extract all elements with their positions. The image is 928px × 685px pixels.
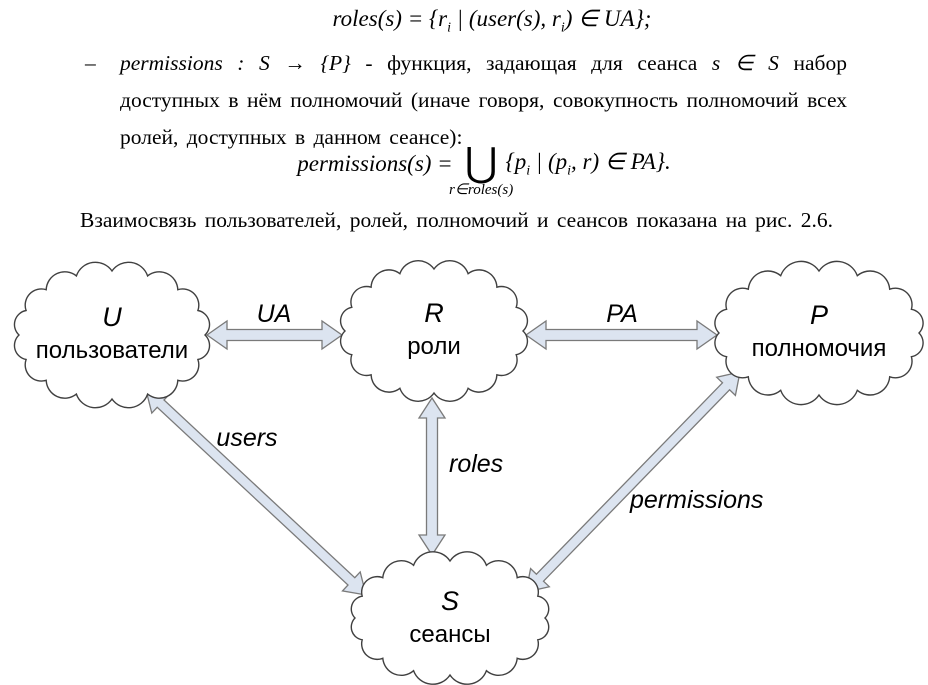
formula-permissions-rhs: {$p_i$ | ($p_i$, r) ∈ PA}. [505, 148, 671, 179]
arrow-roles [419, 398, 445, 555]
union-subscript: r∈roles(s) [449, 182, 514, 198]
node-name-roles: роли [407, 333, 461, 360]
cloud-users [14, 262, 209, 407]
edge-label-ua: UA [256, 300, 292, 328]
edge-label-users: users [216, 424, 278, 452]
rbac-diagram [0, 250, 928, 685]
formula-roles: roles(s) = {$r_i$ | (user(s), $r_i$) ∈ UA}; [332, 6, 652, 36]
cloud-roles [341, 261, 528, 402]
formula-permissions [0, 140, 928, 198]
node-name-permissions: полномочия [751, 335, 887, 362]
edge-label-roles: roles [449, 450, 504, 478]
node-letter-users: U [102, 302, 122, 332]
edge-label-pa: PA [606, 300, 638, 328]
node-name-sessions: сеансы [409, 621, 491, 648]
formula-permissions-lhs: permissions(s) = [297, 151, 453, 176]
inline-math-session: s ∈ S [711, 51, 779, 75]
inline-math-permissions-signature: permissions : S → {P} [120, 51, 351, 75]
figure-reference-text: Взаимосвязь пользователей, ролей, полномочий и сеансов показана на рис. 2.6. [80, 208, 833, 232]
paragraph-text-2: набор доступных в нём полномочий (иначе говоря, совокупность полномочий всех ролей, доступных в данном сеансе): [120, 51, 847, 149]
arrow-users [146, 390, 366, 595]
node-letter-permissions: P [809, 300, 829, 330]
paragraph-text-1: - функция, задающая для сеанса [350, 51, 712, 75]
arrow-permissions [526, 372, 740, 592]
union-operator [449, 140, 514, 198]
list-dash: – [85, 51, 96, 75]
cloud-permissions [715, 261, 923, 404]
node-letter-roles: R [424, 298, 444, 328]
edge-label-permissions: permissions [630, 486, 764, 514]
union-symbol: ⋃ [464, 140, 498, 185]
node-name-users: пользователи [35, 337, 189, 364]
cloud-sessions [351, 552, 548, 684]
node-letter-sessions: S [440, 586, 460, 616]
